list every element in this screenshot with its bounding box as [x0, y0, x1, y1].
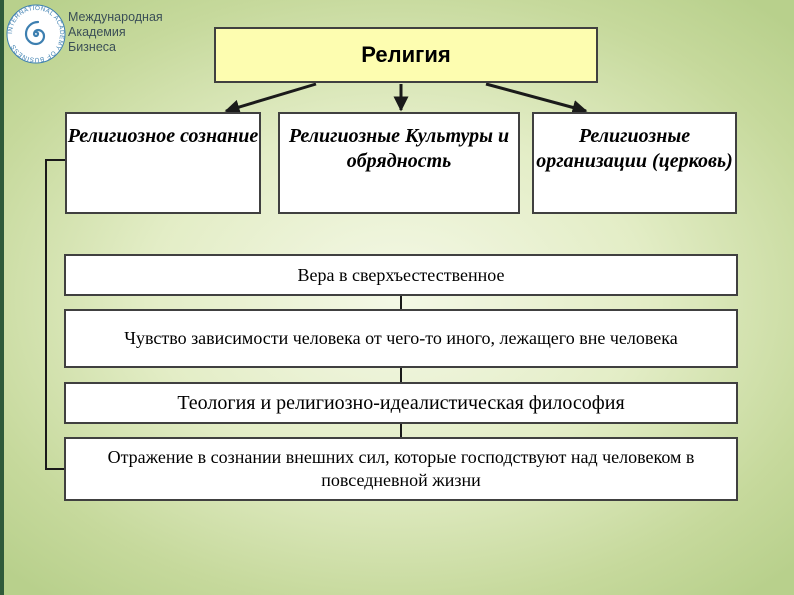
- item-box: Теология и религиозно-идеалистическая философия: [64, 382, 738, 424]
- arrow-to-organizations: [486, 84, 586, 111]
- category-religious-organizations: Религиозные организации (церковь): [532, 112, 737, 214]
- category-religious-consciousness: Религиозное сознание: [65, 112, 261, 214]
- category-religious-culture: Религиозные Культуры и обрядность: [278, 112, 520, 214]
- title-box: Религия: [214, 27, 598, 83]
- academy-name-line: Международная: [68, 10, 163, 24]
- academy-name-line: Бизнеса: [68, 40, 116, 54]
- left-bracket-connector: [46, 160, 65, 469]
- arrow-to-consciousness: [226, 84, 316, 111]
- academy-name-line: Академия: [68, 25, 126, 39]
- logo-seal-text: INTERNATIONAL ACADEMY OF BUSINESS: [6, 4, 66, 64]
- item-box: Вера в сверхъестественное: [64, 254, 738, 296]
- item-box: Отражение в сознании внешних сил, которые господствуют над человеком в повседневной жизни: [64, 437, 738, 501]
- item-box: Чувство зависимости человека от чего-то иного, лежащего вне человека: [64, 309, 738, 368]
